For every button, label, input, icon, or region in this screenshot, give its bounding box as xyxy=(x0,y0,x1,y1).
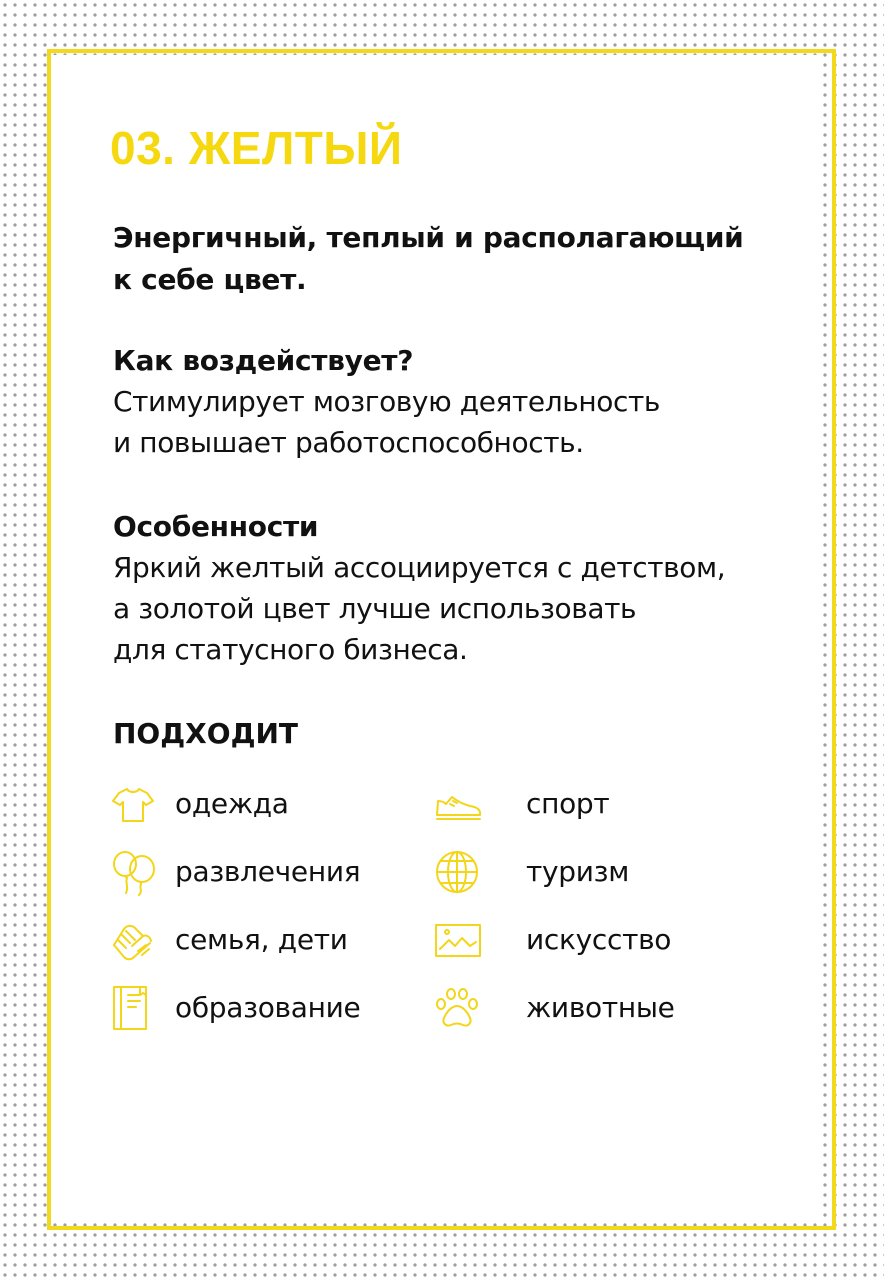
suits-item-label: животные xyxy=(526,991,675,1024)
effect-heading: Как воздействует? xyxy=(113,344,414,377)
lead-line: к себе цвет. xyxy=(113,263,307,296)
lead-text xyxy=(113,217,813,301)
balloons-icon xyxy=(108,847,158,897)
suits-item-clothing xyxy=(108,779,289,829)
suits-item-tourism xyxy=(432,847,630,897)
suits-item-animals xyxy=(432,983,675,1033)
suits-heading: ПОДХОДИТ xyxy=(113,717,299,750)
features-line: для статусного бизнеса. xyxy=(113,633,468,666)
suits-item-label: искусство xyxy=(526,923,672,956)
features-line: а золотой цвет лучше использовать xyxy=(113,592,637,625)
suits-item-label: развлечения xyxy=(175,855,361,888)
suits-item-sport xyxy=(432,779,610,829)
features-text xyxy=(113,547,833,670)
suits-item-label: одежда xyxy=(175,787,289,820)
effect-section xyxy=(113,341,833,463)
effect-text xyxy=(113,381,833,463)
suits-item-label: семья, дети xyxy=(175,923,348,956)
features-heading: Особенности xyxy=(113,510,319,543)
globe-icon xyxy=(432,847,482,897)
suits-item-label: спорт xyxy=(526,787,610,820)
features-line: Яркий желтый ассоциируется с детством, xyxy=(113,551,726,584)
hands-icon xyxy=(108,915,158,965)
lead-line: Энергичный, теплый и располагающий xyxy=(113,221,744,254)
features-section xyxy=(113,507,833,670)
suits-item-label: туризм xyxy=(526,855,630,888)
suits-item-art xyxy=(432,915,672,965)
sneaker-icon xyxy=(432,779,482,829)
suits-item-education xyxy=(108,983,361,1033)
paw-icon xyxy=(432,983,482,1033)
effect-line: и повышает работоспособность. xyxy=(113,426,584,459)
tshirt-icon xyxy=(108,779,158,829)
notebook-icon xyxy=(108,983,158,1033)
suits-item-entertainment xyxy=(108,847,361,897)
page-title: 03. ЖЕЛТЫЙ xyxy=(110,122,403,174)
picture-icon xyxy=(432,915,482,965)
suits-item-family xyxy=(108,915,348,965)
effect-line: Стимулирует мозговую деятельность xyxy=(113,385,660,418)
suits-item-label: образование xyxy=(175,991,361,1024)
